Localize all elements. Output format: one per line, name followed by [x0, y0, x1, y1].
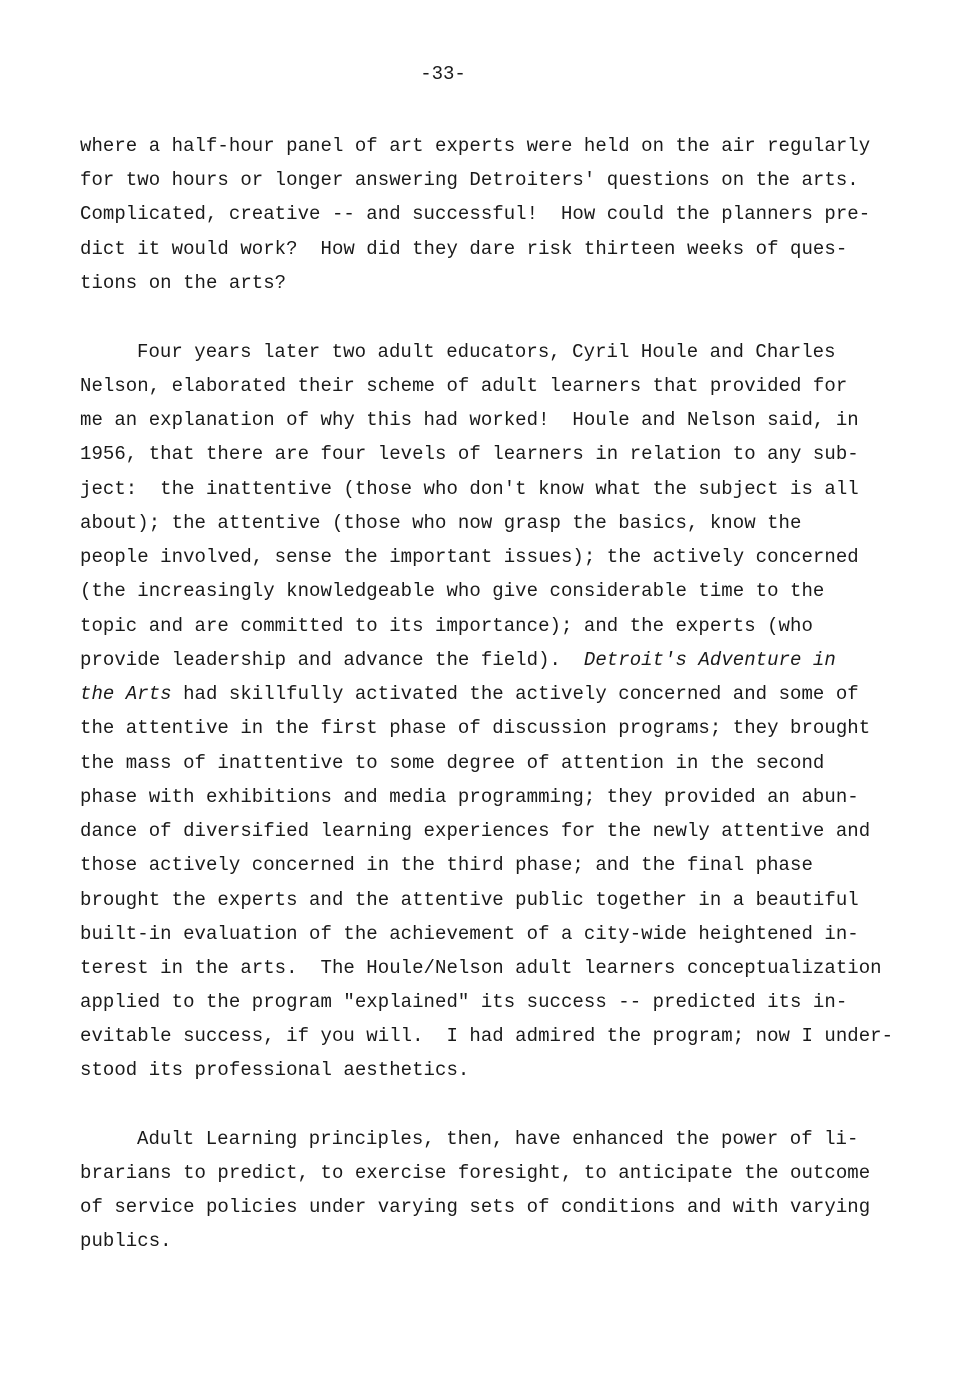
paragraph-2-line-8: (the increasingly knowledgeable who give considerable time to the [80, 580, 825, 602]
paragraph-2-line-11 [80, 682, 859, 706]
paragraph-3-line-2: brarians to predict, to exercise foresight, to anticipate the outcome [80, 1162, 871, 1184]
paragraph-2-line-10 [80, 648, 836, 672]
paragraph-2-line-19: terest in the arts. The Houle/Nelson adult learners conceptualization [80, 957, 882, 979]
paragraph-2-line-2: Nelson, elaborated their scheme of adult learners that provided for [80, 375, 848, 397]
paragraph-2-line-18: built-in evaluation of the achievement of a city-wide heightened in- [80, 923, 859, 945]
paragraph-2-line-7: people involved, sense the important issues); the actively concerned [80, 546, 859, 568]
paragraph-2-line-3: me an explanation of why this had worked! Houle and Nelson said, in [80, 409, 859, 431]
paragraph-2-line-17: brought the experts and the attentive public together in a beautiful [80, 889, 859, 911]
paragraph-1-line-1: where a half-hour panel of art experts were held on the air regularly [80, 135, 871, 157]
paragraph-1-line-5: tions on the arts? [80, 272, 287, 294]
line-10-text: provide leadership and advance the field). [80, 649, 584, 671]
paragraph-1-line-4: dict it would work? How did they dare risk thirteen weeks of ques- [80, 238, 848, 260]
book-title-part-1: Detroit's Adventure in [583, 649, 836, 671]
paragraph-2-line-21: evitable success, if you will. I had admired the program; now I under- [80, 1025, 894, 1047]
paragraph-2-line-1: Four years later two adult educators, Cyril Houle and Charles [137, 341, 836, 363]
paragraph-1-line-2: for two hours or longer answering Detroiters' questions on the arts. [80, 169, 859, 191]
paragraph-2-line-22: stood its professional aesthetics. [80, 1059, 470, 1081]
paragraph-2-line-14: phase with exhibitions and media programming; they provided an abun- [80, 786, 859, 808]
paragraph-2-line-5: ject: the inattentive (those who don't know what the subject is all [80, 478, 859, 500]
paragraph-2-line-15: dance of diversified learning experiences for the newly attentive and [80, 820, 871, 842]
paragraph-3-line-4: publics. [80, 1230, 172, 1252]
page-number: -33- [420, 63, 466, 85]
paragraph-2-line-12: the attentive in the first phase of discussion programs; they brought [80, 717, 871, 739]
book-title-part-2: the Arts [80, 683, 172, 705]
paragraph-2-line-13: the mass of inattentive to some degree of attention in the second [80, 752, 825, 774]
paragraph-2-line-16: those actively concerned in the third phase; and the final phase [80, 854, 813, 876]
paragraph-3-line-1: Adult Learning principles, then, have enhanced the power of li- [137, 1128, 859, 1150]
line-11-text: had skillfully activated the actively concerned and some of [171, 683, 859, 705]
paragraph-2-line-6: about); the attentive (those who now grasp the basics, know the [80, 512, 802, 534]
paragraph-2-line-4: 1956, that there are four levels of learners in relation to any sub- [80, 443, 859, 465]
paragraph-1-line-3: Complicated, creative -- and successful! How could the planners pre- [80, 203, 871, 225]
paragraph-2-line-20: applied to the program "explained" its success -- predicted its in- [80, 991, 848, 1013]
paragraph-2-line-9: topic and are committed to its importance); and the experts (who [80, 615, 813, 637]
paragraph-3-line-3: of service policies under varying sets of conditions and with varying [80, 1196, 871, 1218]
